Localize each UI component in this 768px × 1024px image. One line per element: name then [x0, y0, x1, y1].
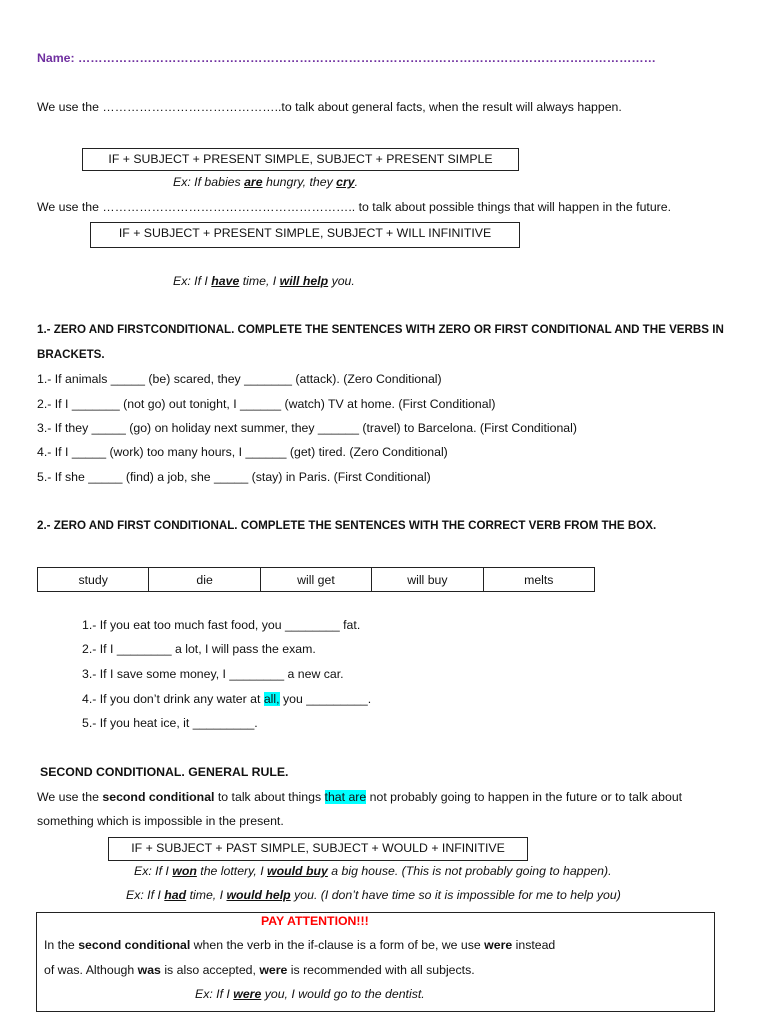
exercise2-item: 1.- If you eat too much fast food, you ________ fat. — [82, 618, 361, 632]
pay-attention-title: PAY ATTENTION!!! — [261, 914, 369, 928]
second-example — [126, 888, 621, 903]
exercise1-heading: 1.- ZERO AND FIRSTCONDITIONAL. COMPLETE THE SENTENCES WITH ZERO OR FIRST CONDITIONAL AND THE VERBS IN — [37, 323, 724, 336]
example-text: you, I would go to the dentist. — [261, 987, 425, 1001]
example-keyword: would buy — [267, 864, 328, 878]
example-text: time, I — [186, 888, 227, 902]
zero-conditional-intro — [37, 100, 622, 115]
example-keyword: would help — [226, 888, 291, 902]
example-text: the lottery, I — [196, 864, 268, 878]
answer-blank: …………………………………………………….. — [102, 200, 356, 214]
second-conditional-heading: SECOND CONDITIONAL. GENERAL RULE. — [40, 765, 289, 779]
example-text: Ex: If babies — [173, 175, 245, 189]
verb-box-word: will buy — [372, 568, 483, 592]
intro-text: We use the — [37, 200, 103, 214]
note-text: of was. Although — [44, 963, 138, 977]
exercise2-item — [82, 692, 371, 707]
rule-text: not probably going to happen in the future or to talk about — [366, 790, 683, 804]
second-formula-box — [108, 837, 528, 861]
verb-box-word: melts — [483, 568, 594, 592]
first-conditional-intro — [37, 200, 671, 215]
exercise1-item: 3.- If they _____ (go) on holiday next summer, they ______ (travel) to Barcelona. (First Conditional) — [37, 421, 577, 435]
note-text: is also accepted, — [160, 963, 260, 977]
exercise2-item: 2.- If I ________ a lot, I will pass the exam. — [82, 642, 316, 656]
example-text: you. — [328, 274, 355, 288]
pay-attention-box — [36, 912, 715, 1012]
exercise1-item: 1.- If animals _____ (be) scared, they _______ (attack). (Zero Conditional) — [37, 372, 442, 386]
exercise2-heading: 2.- ZERO AND FIRST CONDITIONAL. COMPLETE THE SENTENCES WITH THE CORRECT VERB FROM THE BOX. — [37, 519, 657, 532]
intro-text: to talk about general facts, when the result will always happen. — [281, 100, 622, 114]
second-formula: IF + SUBJECT + PAST SIMPLE, SUBJECT + WOULD + INFINITIVE — [131, 841, 505, 855]
example-text: time, I — [239, 274, 280, 288]
note-keyword: were — [484, 938, 513, 952]
note-keyword: were — [259, 963, 288, 977]
zero-formula: IF + SUBJECT + PRESENT SIMPLE, SUBJECT + PRESENT SIMPLE — [108, 152, 493, 166]
zero-example — [173, 175, 358, 190]
example-text: hungry, they — [262, 175, 337, 189]
verb-box-word: study — [38, 568, 149, 592]
highlighted-phrase: that are — [324, 790, 367, 804]
note-keyword: second conditional — [78, 938, 191, 952]
item-text: you _________. — [279, 692, 372, 706]
example-keyword: have — [211, 274, 240, 288]
second-conditional-rule — [37, 790, 682, 805]
intro-text: We use the — [37, 100, 103, 114]
exercise1-item: 5.- If she _____ (find) a job, she _____ (stay) in Paris. (First Conditional) — [37, 470, 431, 484]
note-text: is recommended with all subjects. — [287, 963, 475, 977]
rule-keyword: second conditional — [102, 790, 215, 804]
exercise1-item: 4.- If I _____ (work) too many hours, I ______ (get) tired. (Zero Conditional) — [37, 445, 448, 459]
example-text: a big house. (This is not probably going to happen). — [327, 864, 612, 878]
example-text: Ex: If I — [195, 987, 234, 1001]
exercise1-item: 2.- If I _______ (not go) out tonight, I ______ (watch) TV at home. (First Conditional) — [37, 397, 496, 411]
note-text: instead — [512, 938, 556, 952]
example-text: . — [354, 175, 359, 189]
verb-box-word: die — [149, 568, 260, 592]
attention-text — [44, 938, 555, 953]
example-keyword: are — [244, 175, 263, 189]
example-keyword: will help — [279, 274, 329, 288]
zero-formula-box — [82, 148, 519, 171]
verb-box — [37, 567, 595, 592]
name-line: Name: …………………………………………………………………………………………………………………………… — [37, 51, 656, 65]
verb-box-word: will get — [260, 568, 371, 592]
example-text: Ex: If I — [134, 864, 173, 878]
first-formula-box — [90, 222, 520, 248]
exercise2-item: 3.- If I save some money, I ________ a new car. — [82, 667, 344, 681]
highlighted-word: all, — [263, 692, 280, 706]
example-keyword: cry — [336, 175, 355, 189]
second-conditional-rule-cont: something which is impossible in the present. — [37, 814, 284, 828]
exercise2-item: 5.- If you heat ice, it _________. — [82, 716, 258, 730]
rule-text: We use the — [37, 790, 103, 804]
example-keyword: won — [172, 864, 197, 878]
example-keyword: were — [233, 987, 262, 1001]
example-keyword: had — [164, 888, 187, 902]
note-keyword: was — [137, 963, 161, 977]
item-text: 4.- If you don’t drink any water at — [82, 692, 264, 706]
intro-text: to talk about possible things that will happen in the future. — [355, 200, 672, 214]
rule-text: to talk about things — [214, 790, 325, 804]
note-text: when the verb in the if-clause is a form of be, we use — [190, 938, 485, 952]
second-example — [134, 864, 612, 879]
first-example — [173, 274, 355, 289]
example-text: you. (I don’t have time so it is impossible for me to help you) — [290, 888, 621, 902]
example-text: Ex: If I — [173, 274, 212, 288]
exercise1-heading-cont: BRACKETS. — [37, 348, 105, 361]
example-text: Ex: If I — [126, 888, 165, 902]
note-text: In the — [44, 938, 79, 952]
attention-example — [195, 987, 425, 1002]
attention-text — [44, 963, 475, 978]
answer-blank: …………………………………….. — [102, 100, 282, 114]
first-formula: IF + SUBJECT + PRESENT SIMPLE, SUBJECT + WILL INFINITIVE — [118, 226, 492, 240]
